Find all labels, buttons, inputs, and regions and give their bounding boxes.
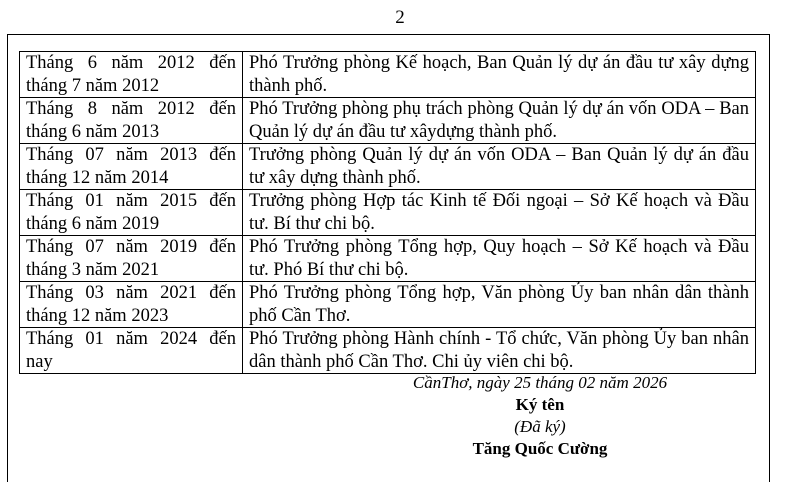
period-cell: Tháng 01 năm 2015 đến tháng 6 năm 2019 <box>20 190 243 236</box>
table-row <box>20 98 756 144</box>
page-number: 2 <box>395 7 405 28</box>
position-cell: Phó Trưởng phòng Tổng hợp, Văn phòng Ủy ban nhân dân thành phố Cần Thơ. <box>243 282 756 328</box>
period-cell: Tháng 03 năm 2021 đến tháng 12 năm 2023 <box>20 282 243 328</box>
table-row <box>20 52 756 98</box>
period-cell: Tháng 6 năm 2012 đến tháng 7 năm 2012 <box>20 52 243 98</box>
table-row <box>20 282 756 328</box>
signature-title: Ký tên <box>515 395 565 414</box>
place-date: CầnThơ, ngày 25 tháng 02 năm 2026 <box>412 373 668 392</box>
position-cell: Phó Trưởng phòng phụ trách phòng Quản lý dự án vốn ODA – Ban Quản lý dự án đầu tư xâydựng thành phố. <box>243 98 756 144</box>
position-cell: Phó Trưởng phòng Hành chính - Tổ chức, Văn phòng Ủy ban nhân dân thành phố Cần Thơ. Chi ủy viên chi bộ. <box>243 328 756 374</box>
period-cell: Tháng 01 năm 2024 đến nay <box>20 328 243 374</box>
period-cell: Tháng 07 năm 2013 đến tháng 12 năm 2014 <box>20 144 243 190</box>
table-row <box>20 190 756 236</box>
position-cell: Phó Trưởng phòng Kế hoạch, Ban Quản lý dự án đầu tư xây dựng thành phố. <box>243 52 756 98</box>
table-row <box>20 328 756 374</box>
signer-name: Tăng Quốc Cường <box>472 439 608 458</box>
table-row <box>20 144 756 190</box>
position-cell: Trưởng phòng Hợp tác Kinh tế Đối ngoại – Sở Kế hoạch và Đầu tư. Bí thư chi bộ. <box>243 190 756 236</box>
signature-block <box>380 372 700 460</box>
work-history-table <box>19 51 756 374</box>
table-row <box>20 236 756 282</box>
period-cell: Tháng 07 năm 2019 đến tháng 3 năm 2021 <box>20 236 243 282</box>
position-cell: Trưởng phòng Quản lý dự án vốn ODA – Ban Quản lý dự án đầu tư xây dựng thành phố. <box>243 144 756 190</box>
position-cell: Phó Trưởng phòng Tổng hợp, Quy hoạch – Sở Kế hoạch và Đầu tư. Phó Bí thư chi bộ. <box>243 236 756 282</box>
period-cell: Tháng 8 năm 2012 đến tháng 6 năm 2013 <box>20 98 243 144</box>
signed-note: (Đã ký) <box>514 417 566 436</box>
